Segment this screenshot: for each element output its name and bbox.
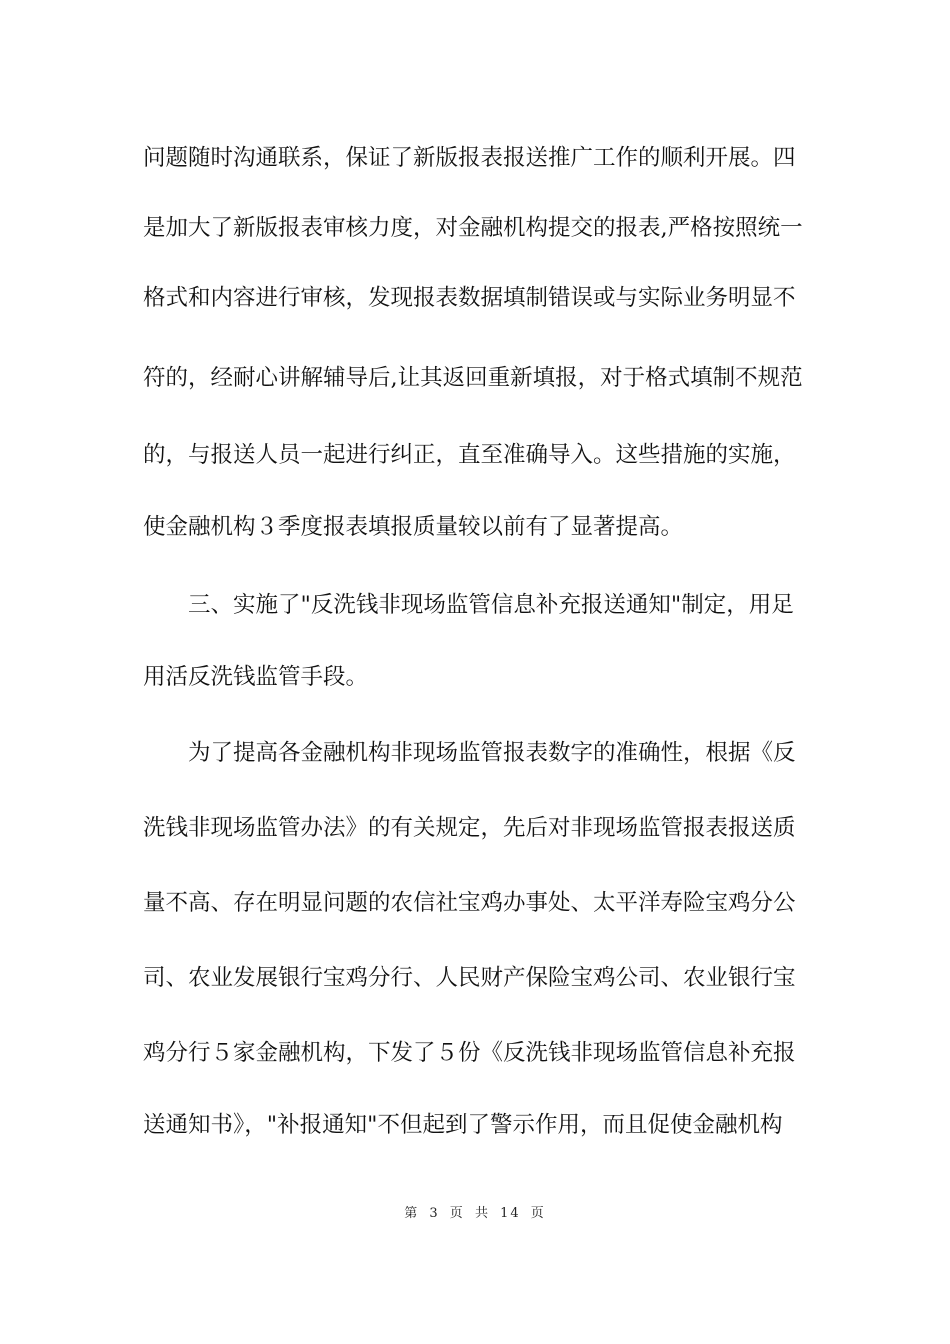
paragraph-line: 使金融机构３季度报表填报质量较以前有了显著提高。: [143, 514, 684, 540]
paragraph-line: 鸡分行５家金融机构，下发了５份《反洗钱非现场监管信息补充报: [143, 1040, 796, 1066]
page-footer: [0, 1205, 950, 1223]
paragraph-line: 司、农业发展银行宝鸡分行、人民财产保险宝鸡公司、农业银行宝: [143, 965, 796, 991]
section-heading-line: 用活反洗钱监管手段。: [143, 664, 369, 690]
paragraph-line: 格式和内容进行审核，发现报表数据填制错误或与实际业务明显不: [143, 285, 796, 311]
footer-total-word: 共: [474, 1206, 490, 1221]
paragraph-line: 问题随时沟通联系，保证了新版报表报送推广工作的顺利开展。四: [143, 145, 796, 171]
paragraph-line: 送通知书》，"补报通知"不但起到了警示作用，而且促使金融机构: [143, 1112, 783, 1138]
total-page-count: 14: [500, 1206, 521, 1221]
footer-prefix: 第: [404, 1206, 420, 1221]
paragraph-line: 是加大了新版报表审核力度，对金融机构提交的报表,严格按照统一: [143, 215, 803, 241]
current-page-number: 3: [429, 1206, 440, 1221]
paragraph-line: 符的，经耐心讲解辅导后,让其返回重新填报，对于格式填制不规范: [143, 365, 803, 391]
paragraph-line: 洗钱非现场监管办法》的有关规定，先后对非现场监管报表报送质: [143, 815, 796, 841]
paragraph-line: 的，与报送人员一起进行纠正，直至准确导入。这些措施的实施，: [143, 442, 796, 468]
paragraph-line: 量不高、存在明显问题的农信社宝鸡办事处、太平洋寿险宝鸡分公: [143, 890, 796, 916]
paragraph-line: 为了提高各金融机构非现场监管报表数字的准确性，根据《反: [188, 740, 796, 766]
section-heading-line: 三、实施了"反洗钱非现场监管信息补充报送通知"制定，用足: [188, 592, 794, 618]
footer-page-word: 页: [449, 1206, 465, 1221]
footer-suffix: 页: [530, 1206, 546, 1221]
